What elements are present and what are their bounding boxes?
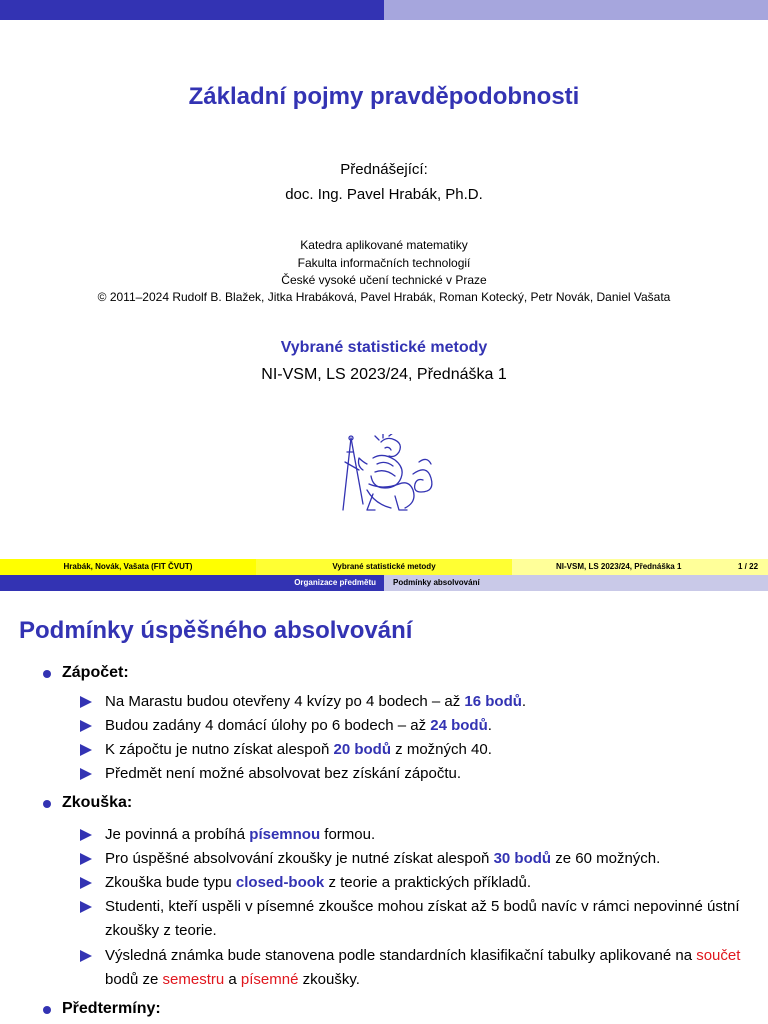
footer-course: Vybrané statistické metody [256, 559, 512, 575]
highlighted-text: 24 bodů [430, 717, 488, 734]
cvut-lion-logo-icon [333, 434, 437, 514]
triangle-bullet-icon [80, 696, 92, 708]
nav-section[interactable] [0, 575, 384, 591]
highlighted-text: 30 bodů [493, 850, 552, 867]
item-text: Budou zadány 4 domácí úlohy po 6 bodech – až [105, 717, 431, 734]
item-text: K zápočtu je nutno získat alespoň [105, 741, 334, 758]
list-item-text [105, 738, 755, 762]
highlighted-text: součet [696, 947, 741, 964]
top-bar-right [384, 0, 768, 20]
top-progress-bar [0, 0, 768, 20]
list-item-text [105, 944, 755, 992]
highlighted-text: písemnou [249, 826, 321, 843]
institution-faculty: Fakulta informačních technologií [297, 256, 471, 270]
item-text: Pro úspěšné absolvování zkoušky je nutné získat alespoň [105, 850, 494, 867]
list-item-text [105, 714, 755, 738]
triangle-bullet-icon [80, 901, 92, 913]
item-text: Je povinná a probíhá [105, 826, 250, 843]
slide-title: Podmínky úspěšného absolvování [19, 617, 413, 644]
institution-university: České vysoké učení technické v Praze [281, 273, 487, 287]
slide-footer [0, 559, 768, 575]
list-item-text [105, 762, 755, 786]
item-text: Předmět není možné absolvovat bez získání zápočtu. [105, 765, 462, 782]
bullet-icon [41, 1004, 55, 1018]
list-item-text [105, 690, 755, 714]
nav-subsection[interactable]: Podmínky absolvování [393, 578, 480, 587]
item-text: Na Marastu budou otevřeny 4 kvízy po 4 bodech – až [105, 693, 465, 710]
bullet-icon [41, 668, 55, 682]
course-title: Vybrané statistické metody [280, 339, 488, 356]
highlighted-text: písemné [240, 971, 299, 988]
course-info: NI-VSM, LS 2023/24, Přednáška 1 [261, 366, 507, 383]
list-item-text [105, 823, 755, 847]
section-navigation [0, 575, 768, 591]
top-bar-left [0, 0, 384, 20]
highlighted-text: closed-book [235, 874, 325, 891]
item-text: ze 60 možných. [551, 850, 661, 867]
footer-authors: Hrabák, Novák, Vašata (FIT ČVUT) [0, 559, 256, 575]
item-text: z možných 40. [391, 741, 492, 758]
item-text: z teorie a praktických příkladů. [324, 874, 532, 891]
presentation-title: Základní pojmy pravděpodobnosti [188, 83, 580, 110]
footer-lecture: NI-VSM, LS 2023/24, Přednáška 1 [556, 562, 682, 571]
item-text: bodů ze [105, 971, 163, 988]
list-item-text [105, 895, 755, 943]
item-text: formou. [320, 826, 376, 843]
list-item-text [105, 847, 755, 871]
list-item-text [105, 871, 755, 895]
triangle-bullet-icon [80, 877, 92, 889]
triangle-bullet-icon [80, 950, 92, 962]
item-text: Studenti, kteří uspěli v písemné zkoušce mohou získat až 5 bodů navíc v rámci nepovinné ústní zkoušky z teorie. [105, 898, 740, 939]
nav-section-label: Organizace předmětu [294, 578, 376, 587]
triangle-bullet-icon [80, 829, 92, 841]
triangle-bullet-icon [80, 768, 92, 780]
section-heading: Předtermíny: [62, 1000, 161, 1017]
footer-page-number: 1 / 22 [738, 562, 759, 571]
copyright-notice: © 2011–2024 Rudolf B. Blažek, Jitka Hrabáková, Pavel Hrabák, Roman Kotecký, Petr Novák, Daniel Vašata [97, 290, 671, 304]
section-heading: Zápočet: [62, 664, 129, 681]
item-text: zkoušky. [298, 971, 360, 988]
item-text: Zkouška bude typu [105, 874, 236, 891]
institution-department: Katedra aplikované matematiky [300, 238, 468, 252]
item-text: a [224, 971, 241, 988]
triangle-bullet-icon [80, 720, 92, 732]
section-heading: Zkouška: [62, 794, 133, 811]
triangle-bullet-icon [80, 744, 92, 756]
lecturer-label: Přednášející: [340, 161, 428, 178]
lecturer-name: doc. Ing. Pavel Hrabák, Ph.D. [285, 186, 483, 203]
item-text: . [487, 717, 492, 734]
highlighted-text: 16 bodů [464, 693, 522, 710]
highlighted-text: semestru [162, 971, 225, 988]
triangle-bullet-icon [80, 853, 92, 865]
footer-info [512, 559, 768, 575]
item-text: . [521, 693, 527, 710]
highlighted-text: 20 bodů [333, 741, 391, 758]
bullet-icon [41, 798, 55, 812]
item-text: Výsledná známka bude stanovena podle standardních klasifikační tabulky aplikované na [105, 947, 697, 964]
